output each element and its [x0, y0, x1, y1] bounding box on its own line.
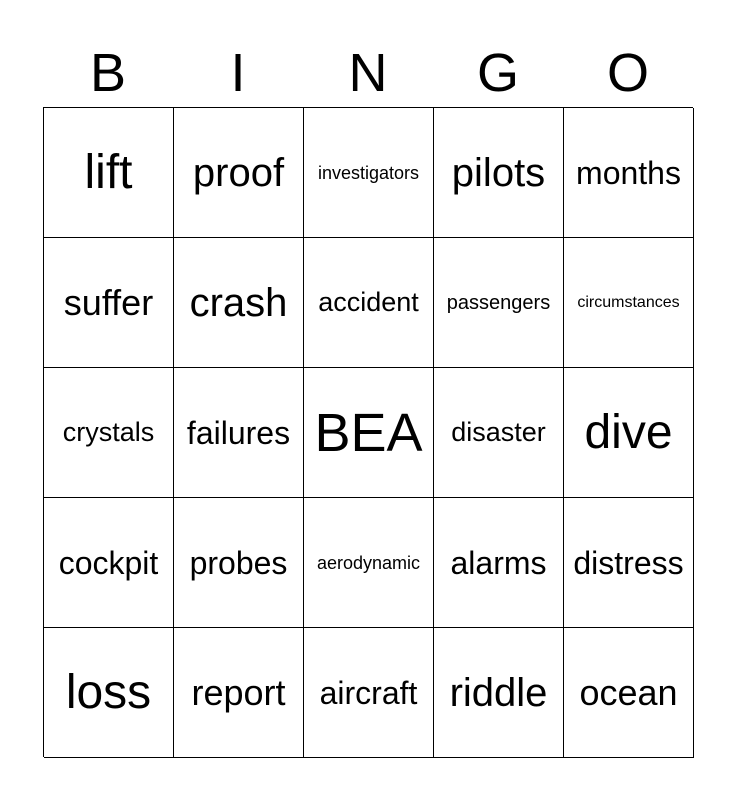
bingo-cell[interactable]: accident: [304, 238, 434, 368]
bingo-cell[interactable]: cockpit: [44, 498, 174, 628]
bingo-cell[interactable]: proof: [174, 108, 304, 238]
bingo-cell[interactable]: dive: [564, 368, 694, 498]
bingo-cell[interactable]: passengers: [434, 238, 564, 368]
bingo-cell[interactable]: lift: [44, 108, 174, 238]
bingo-cell[interactable]: ocean: [564, 628, 694, 758]
header-letter-i: I: [230, 43, 246, 103]
bingo-cell[interactable]: pilots: [434, 108, 564, 238]
header-letter-n: N: [348, 43, 388, 103]
header-letter-b: B: [89, 43, 127, 103]
bingo-cell[interactable]: alarms: [434, 498, 564, 628]
bingo-cell[interactable]: riddle: [434, 628, 564, 758]
bingo-cell[interactable]: crash: [174, 238, 304, 368]
header-letter-g: G: [476, 43, 519, 103]
bingo-cell[interactable]: failures: [174, 368, 304, 498]
bingo-cell[interactable]: circumstances: [564, 238, 694, 368]
bingo-cell[interactable]: investigators: [304, 108, 434, 238]
bingo-cell[interactable]: suffer: [44, 238, 174, 368]
bingo-header: [43, 40, 693, 106]
header-letter-o: O: [606, 43, 649, 103]
bingo-cell[interactable]: BEA: [304, 368, 434, 498]
bingo-cell[interactable]: aerodynamic: [304, 498, 434, 628]
bingo-cell[interactable]: aircraft: [304, 628, 434, 758]
bingo-cell[interactable]: loss: [44, 628, 174, 758]
bingo-cell[interactable]: months: [564, 108, 694, 238]
bingo-cell[interactable]: probes: [174, 498, 304, 628]
bingo-cell[interactable]: crystals: [44, 368, 174, 498]
bingo-cell[interactable]: disaster: [434, 368, 564, 498]
bingo-cell[interactable]: distress: [564, 498, 694, 628]
bingo-board: [43, 107, 693, 757]
bingo-cell[interactable]: report: [174, 628, 304, 758]
